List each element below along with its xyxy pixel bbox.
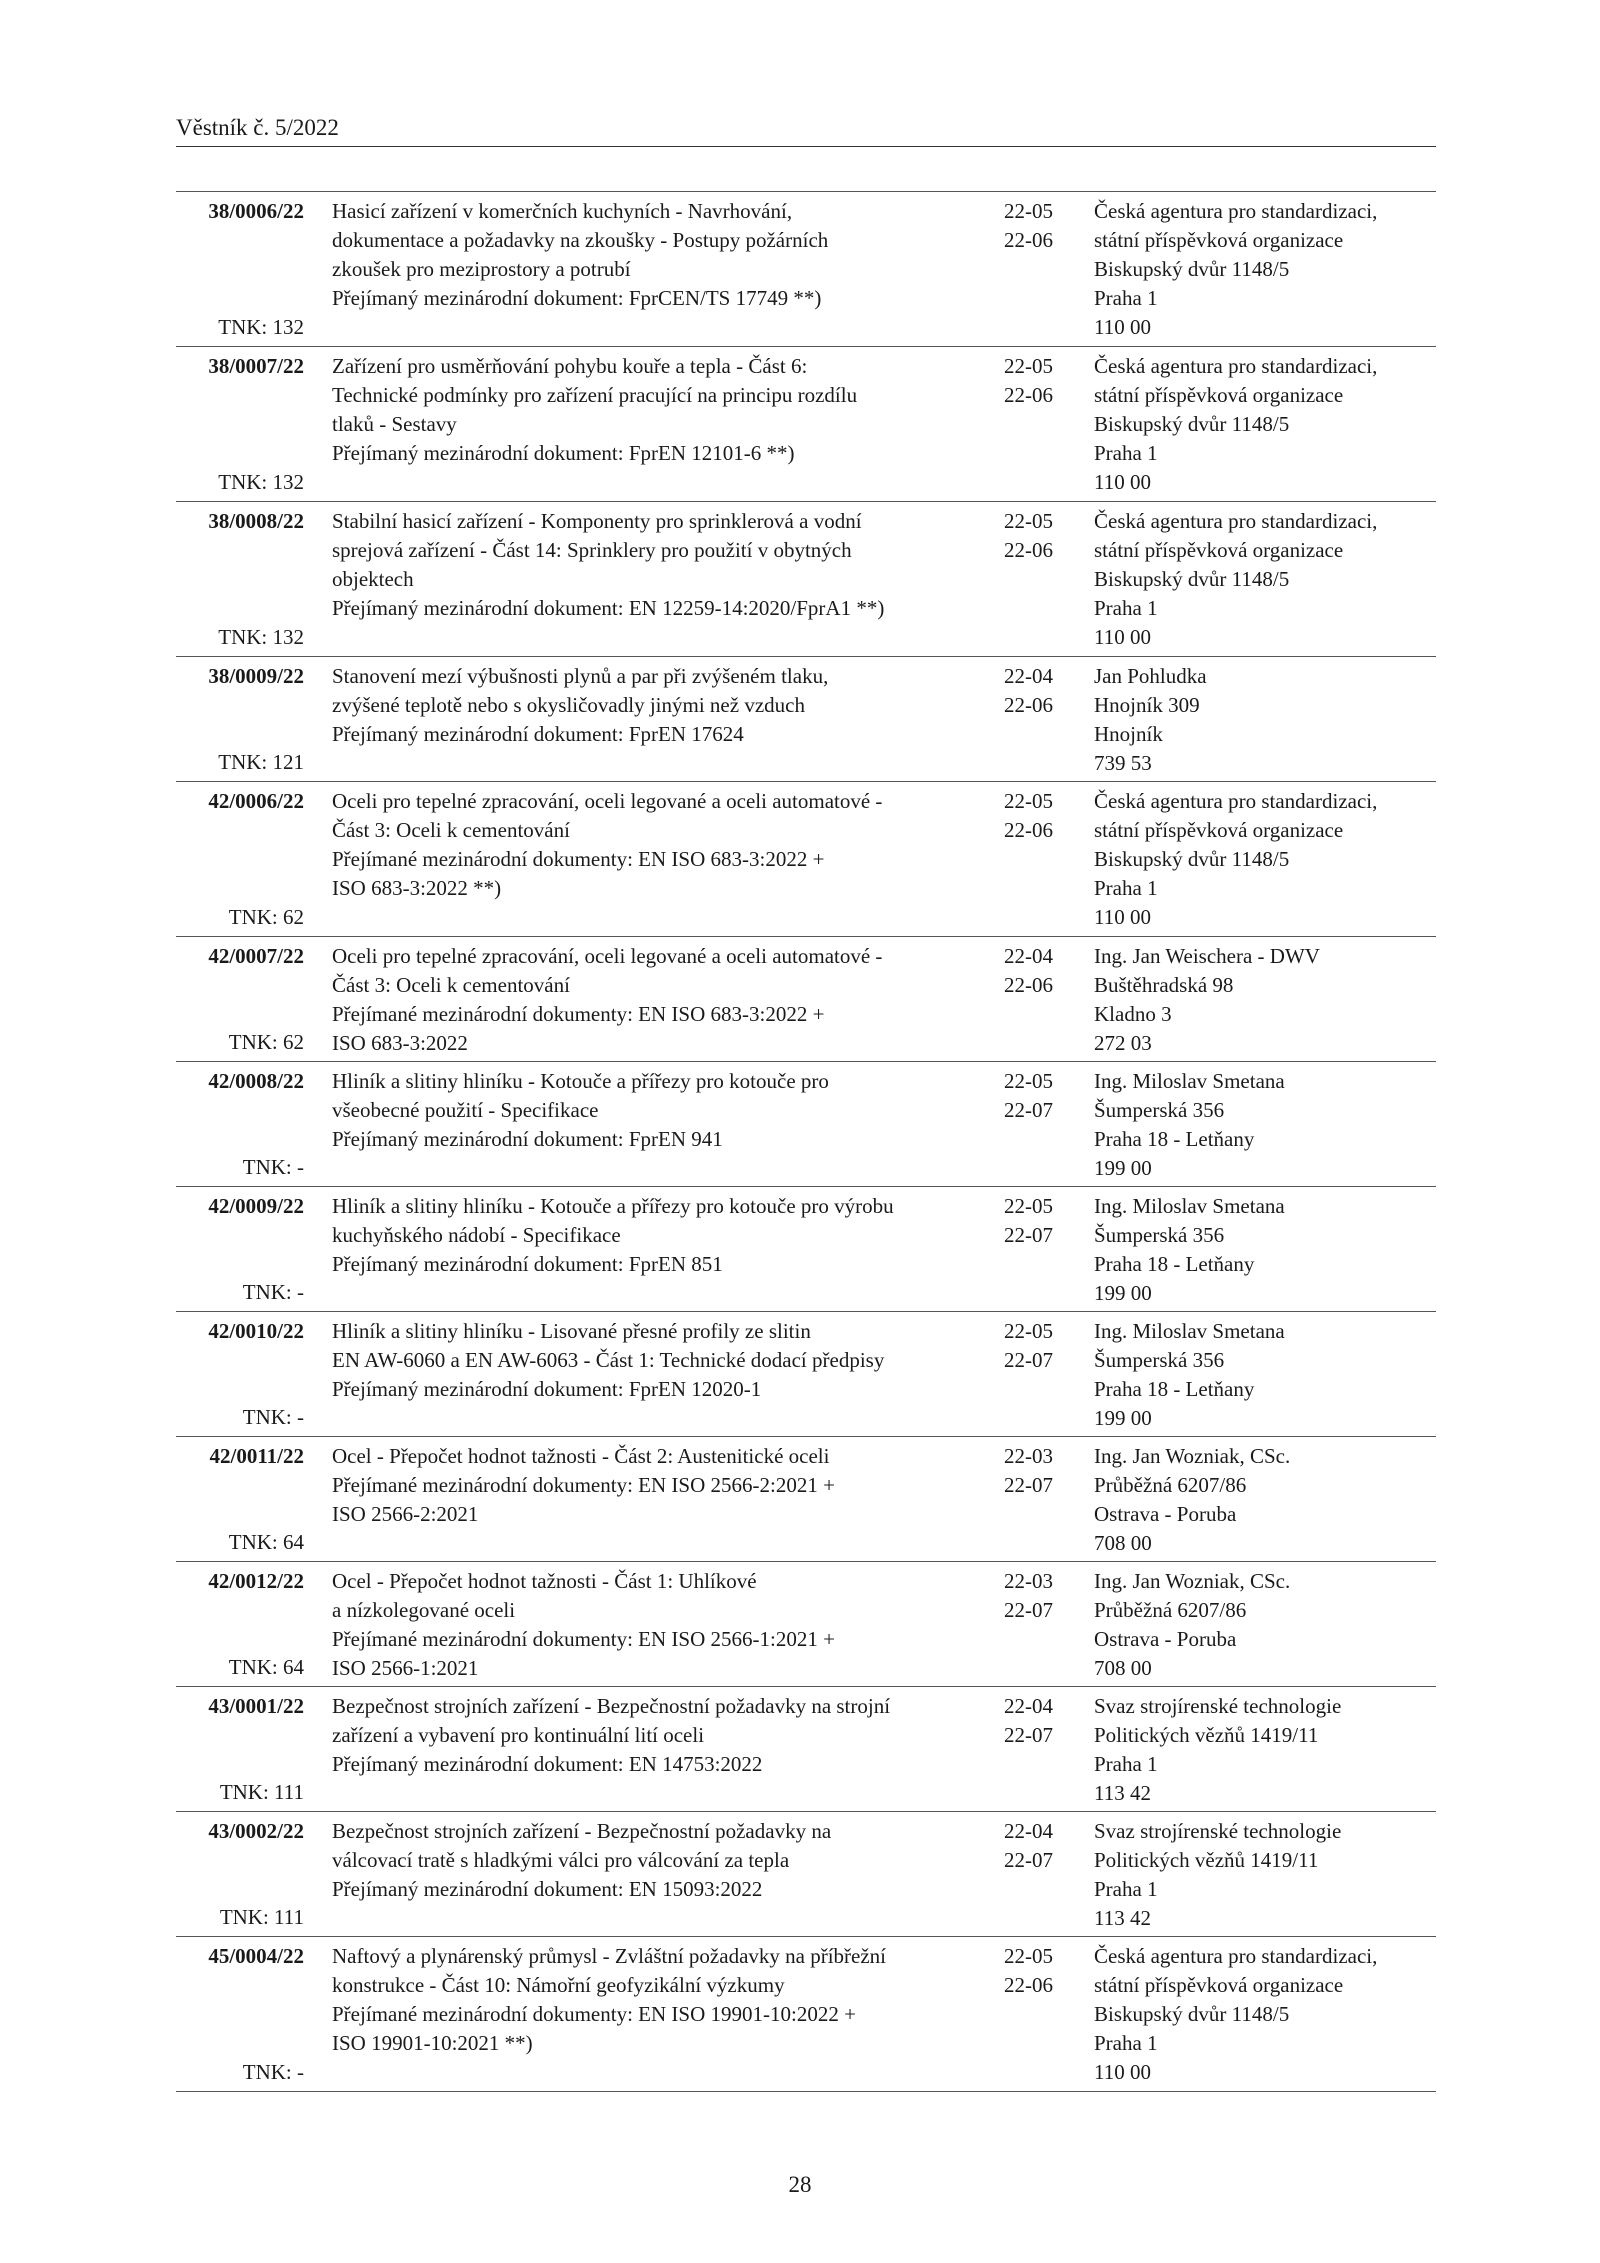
standard-title-line: Přejímaný mezinárodní dokument: FprEN 941 — [332, 1127, 723, 1151]
standard-title-line: ISO 19901-10:2021 **) — [332, 2031, 533, 2055]
deadline-dates-line: 22-05 — [1004, 354, 1053, 378]
standard-title-line: Přejímaný mezinárodní dokument: EN 14753:2022 — [332, 1752, 763, 1776]
processor-address-line: Biskupský dvůr 1148/5 — [1094, 847, 1290, 871]
processor-address-line: Praha 1 — [1094, 441, 1158, 465]
standard-title-line: Naftový a plynárenský průmysl - Zvláštní požadavky na příbřežní — [332, 1944, 887, 1968]
processor-address-line: Česká agentura pro standardizaci, — [1094, 354, 1378, 378]
standard-number: 43/0001/22 — [208, 1694, 304, 1718]
standard-title — [332, 1317, 982, 1404]
processor-address-line: 199 00 — [1094, 1281, 1152, 1305]
deadline-dates-line: 22-06 — [1004, 818, 1053, 842]
processor-address — [1094, 1817, 1436, 1933]
deadline-dates — [1004, 1442, 1074, 1500]
processor-address-line: 708 00 — [1094, 1656, 1152, 1680]
deadline-dates-line: 22-03 — [1004, 1569, 1053, 1593]
processor-address-line: Kladno 3 — [1094, 1002, 1172, 1026]
standard-title-line: Přejímaný mezinárodní dokument: EN 15093:2022 — [332, 1877, 763, 1901]
deadline-dates-line: 22-07 — [1004, 1598, 1053, 1622]
processor-address-line: 113 42 — [1094, 1781, 1151, 1805]
deadline-dates-line: 22-05 — [1004, 789, 1053, 813]
processor-address-line: Česká agentura pro standardizaci, — [1094, 1944, 1378, 1968]
deadline-dates — [1004, 1942, 1074, 2000]
processor-address-line: Šumperská 356 — [1094, 1098, 1225, 1122]
processor-address-line: Praha 1 — [1094, 286, 1158, 310]
table-row — [176, 1062, 1436, 1187]
deadline-dates-line: 22-05 — [1004, 1194, 1053, 1218]
standard-title — [332, 942, 982, 1058]
standard-title — [332, 1942, 982, 2058]
standard-title-line: Bezpečnost strojních zařízení - Bezpečnostní požadavky na — [332, 1819, 832, 1843]
standard-number: 38/0007/22 — [208, 354, 304, 378]
processor-address-line: Biskupský dvůr 1148/5 — [1094, 257, 1290, 281]
processor-address-line: Průběžná 6207/86 — [1094, 1598, 1247, 1622]
deadline-dates-line: 22-04 — [1004, 1694, 1053, 1718]
standard-number: 38/0006/22 — [208, 199, 304, 223]
processor-address-line: Biskupský dvůr 1148/5 — [1094, 2002, 1290, 2026]
standard-title-line: Bezpečnost strojních zařízení - Bezpečnostní požadavky na strojní — [332, 1694, 891, 1718]
standard-title-line: Přejímané mezinárodní dokumenty: EN ISO 683-3:2022 + — [332, 1002, 825, 1026]
standard-title-line: Ocel - Přepočet hodnot tažnosti - Část 2: Austenitické oceli — [332, 1444, 830, 1468]
standard-title-line: Technické podmínky pro zařízení pracující na principu rozdílu — [332, 383, 858, 407]
standard-title-line: EN AW-6060 a EN AW-6063 - Část 1: Technické dodací předpisy — [332, 1348, 885, 1372]
processor-address-line: 110 00 — [1094, 2060, 1151, 2084]
processor-address-line: Průběžná 6207/86 — [1094, 1473, 1247, 1497]
standard-title-line: Stanovení mezí výbušnosti plynů a par při zvýšeném tlaku, — [332, 664, 829, 688]
processor-address-line: Jan Pohludka — [1094, 664, 1207, 688]
standard-number: 43/0002/22 — [208, 1819, 304, 1843]
deadline-dates-line: 22-06 — [1004, 538, 1053, 562]
standard-title-line: Přejímané mezinárodní dokumenty: EN ISO 2566-1:2021 + — [332, 1627, 835, 1651]
standard-title-line: Přejímané mezinárodní dokumenty: EN ISO 683-3:2022 + — [332, 847, 825, 871]
table-row — [176, 192, 1436, 347]
processor-address-line: Svaz strojírenské technologie — [1094, 1694, 1342, 1718]
standard-title — [332, 1192, 982, 1279]
deadline-dates — [1004, 662, 1074, 720]
processor-address — [1094, 1942, 1436, 2087]
standard-title-line: zkoušek pro meziprostory a potrubí — [332, 257, 631, 281]
standard-title-line: Část 3: Oceli k cementování — [332, 818, 570, 842]
standard-title — [332, 1067, 982, 1154]
deadline-dates-line: 22-07 — [1004, 1223, 1053, 1247]
processor-address-line: Ostrava - Poruba — [1094, 1502, 1237, 1526]
processor-address-line: státní příspěvková organizace — [1094, 818, 1344, 842]
processor-address-line: Šumperská 356 — [1094, 1348, 1225, 1372]
deadline-dates-line: 22-06 — [1004, 973, 1053, 997]
processor-address-line: Ing. Jan Weischera - DWV — [1094, 944, 1320, 968]
page-header — [176, 112, 1436, 147]
tnk-code: TNK: - — [242, 1155, 304, 1179]
standard-title-line: Přejímaný mezinárodní dokument: FprEN 12101-6 **) — [332, 441, 795, 465]
deadline-dates-line: 22-07 — [1004, 1723, 1053, 1747]
processor-address-line: Česká agentura pro standardizaci, — [1094, 199, 1378, 223]
processor-address-line: Šumperská 356 — [1094, 1223, 1225, 1247]
standard-title-line: Přejímaný mezinárodní dokument: FprCEN/TS 17749 **) — [332, 286, 822, 310]
deadline-dates — [1004, 197, 1074, 255]
deadline-dates-line: 22-06 — [1004, 693, 1053, 717]
processor-address-line: 199 00 — [1094, 1406, 1152, 1430]
standard-title-line: Přejímaný mezinárodní dokument: FprEN 17624 — [332, 722, 744, 746]
standard-number: 45/0004/22 — [208, 1944, 304, 1968]
standard-title-line: Oceli pro tepelné zpracování, oceli legované a oceli automatové - — [332, 789, 883, 813]
standard-title-line: Hliník a slitiny hliníku - Kotouče a přířezy pro kotouče pro — [332, 1069, 829, 1093]
deadline-dates-line: 22-05 — [1004, 199, 1053, 223]
deadline-dates — [1004, 1067, 1074, 1125]
table-row — [176, 937, 1436, 1062]
standard-title-line: Oceli pro tepelné zpracování, oceli legované a oceli automatové - — [332, 944, 883, 968]
standard-title-line: Přejímaný mezinárodní dokument: FprEN 851 — [332, 1252, 723, 1276]
processor-address-line: Ing. Miloslav Smetana — [1094, 1319, 1285, 1343]
standard-title-line: Přejímané mezinárodní dokumenty: EN ISO 19901-10:2022 + — [332, 2002, 856, 2026]
processor-address-line: Praha 1 — [1094, 876, 1158, 900]
tnk-code: TNK: - — [242, 1405, 304, 1429]
deadline-dates-line: 22-04 — [1004, 1819, 1053, 1843]
standard-title — [332, 1567, 982, 1683]
processor-address-line: Ostrava - Poruba — [1094, 1627, 1237, 1651]
standard-number: 42/0011/22 — [209, 1444, 304, 1468]
deadline-dates — [1004, 1567, 1074, 1625]
deadline-dates — [1004, 787, 1074, 845]
processor-address — [1094, 662, 1436, 778]
standard-title-line: Přejímaný mezinárodní dokument: EN 12259-14:2020/FprA1 **) — [332, 596, 885, 620]
processor-address-line: Ing. Jan Wozniak, CSc. — [1094, 1569, 1291, 1593]
deadline-dates-line: 22-06 — [1004, 1973, 1053, 1997]
standard-title-line: a nízkolegované oceli — [332, 1598, 516, 1622]
standard-title — [332, 1817, 982, 1904]
processor-address — [1094, 1442, 1436, 1558]
standard-title-line: všeobecné použití - Specifikace — [332, 1098, 599, 1122]
standard-title-line: sprejová zařízení - Část 14: Sprinklery pro použití v obytných — [332, 538, 852, 562]
processor-address-line: Praha 18 - Letňany — [1094, 1252, 1255, 1276]
tnk-code: TNK: 132 — [218, 315, 304, 339]
standard-title-line: konstrukce - Část 10: Námořní geofyzikální výzkumy — [332, 1973, 785, 1997]
deadline-dates — [1004, 942, 1074, 1000]
deadline-dates-line: 22-06 — [1004, 383, 1053, 407]
processor-address — [1094, 507, 1436, 652]
standard-number: 42/0012/22 — [208, 1569, 304, 1593]
processor-address-line: státní příspěvková organizace — [1094, 228, 1344, 252]
tnk-code: TNK: 132 — [218, 470, 304, 494]
processor-address-line: státní příspěvková organizace — [1094, 538, 1344, 562]
standard-title-line: ISO 683-3:2022 **) — [332, 876, 502, 900]
processor-address-line: Ing. Jan Wozniak, CSc. — [1094, 1444, 1291, 1468]
processor-address-line: Ing. Miloslav Smetana — [1094, 1069, 1285, 1093]
standard-title-line: Ocel - Přepočet hodnot tažnosti - Část 1: Uhlíkové — [332, 1569, 757, 1593]
processor-address-line: Hnojník 309 — [1094, 693, 1200, 717]
processor-address-line: Praha 1 — [1094, 596, 1158, 620]
standard-title-line: Hasicí zařízení v komerčních kuchyních - Navrhování, — [332, 199, 793, 223]
processor-address-line: Politických vězňů 1419/11 — [1094, 1723, 1319, 1747]
processor-address-line: Česká agentura pro standardizaci, — [1094, 509, 1378, 533]
standard-title-line: tlaků - Sestavy — [332, 412, 457, 436]
standard-title — [332, 197, 982, 313]
deadline-dates — [1004, 352, 1074, 410]
deadline-dates-line: 22-03 — [1004, 1444, 1053, 1468]
table-row — [176, 347, 1436, 502]
table-row — [176, 657, 1436, 782]
processor-address — [1094, 787, 1436, 932]
processor-address-line: Česká agentura pro standardizaci, — [1094, 789, 1378, 813]
processor-address-line: Buštěhradská 98 — [1094, 973, 1234, 997]
standard-number: 42/0006/22 — [208, 789, 304, 813]
deadline-dates-line: 22-05 — [1004, 509, 1053, 533]
deadline-dates-line: 22-04 — [1004, 944, 1053, 968]
tnk-code: TNK: 62 — [228, 905, 304, 929]
standard-title — [332, 662, 982, 749]
processor-address-line: 708 00 — [1094, 1531, 1152, 1555]
standard-title — [332, 352, 982, 468]
tnk-code: TNK: 132 — [218, 625, 304, 649]
standard-number: 42/0009/22 — [208, 1194, 304, 1218]
processor-address — [1094, 197, 1436, 342]
table-row — [176, 1812, 1436, 1937]
deadline-dates-line: 22-06 — [1004, 228, 1053, 252]
standard-title-line: zařízení a vybavení pro kontinuální lití oceli — [332, 1723, 705, 1747]
standard-number: 42/0007/22 — [208, 944, 304, 968]
standard-title — [332, 1442, 982, 1529]
standard-title-line: Hliník a slitiny hliníku - Lisované přesné profily ze slitin — [332, 1319, 811, 1343]
journal-title: Věstník č. 5/2022 — [176, 115, 339, 140]
tnk-code: TNK: 62 — [228, 1030, 304, 1054]
deadline-dates — [1004, 1317, 1074, 1375]
tnk-code: TNK: 121 — [218, 750, 304, 774]
standard-title — [332, 1692, 982, 1779]
standard-title — [332, 787, 982, 903]
processor-address — [1094, 352, 1436, 497]
standard-title-line: zvýšené teplotě nebo s okysličovadly jinými než vzduch — [332, 693, 805, 717]
table-row — [176, 502, 1436, 657]
standard-number: 42/0008/22 — [208, 1069, 304, 1093]
processor-address — [1094, 942, 1436, 1058]
processor-address-line: státní příspěvková organizace — [1094, 383, 1344, 407]
processor-address-line: Biskupský dvůr 1148/5 — [1094, 567, 1290, 591]
processor-address — [1094, 1317, 1436, 1433]
standard-title-line: dokumentace a požadavky na zkoušky - Postupy požárních — [332, 228, 829, 252]
processor-address-line: 739 53 — [1094, 751, 1152, 775]
deadline-dates-line: 22-07 — [1004, 1348, 1053, 1372]
tnk-code: TNK: - — [242, 2060, 304, 2084]
tnk-code: TNK: 111 — [219, 1905, 304, 1929]
table-row — [176, 782, 1436, 937]
tnk-code: TNK: 64 — [228, 1530, 304, 1554]
standard-title-line: objektech — [332, 567, 414, 591]
deadline-dates-line: 22-05 — [1004, 1944, 1053, 1968]
standard-title-line: válcovací tratě s hladkými válci pro válcování za tepla — [332, 1848, 790, 1872]
processor-address-line: Praha 18 - Letňany — [1094, 1127, 1255, 1151]
table-row — [176, 1562, 1436, 1687]
table-row — [176, 1312, 1436, 1437]
processor-address — [1094, 1567, 1436, 1683]
processor-address-line: 113 42 — [1094, 1906, 1151, 1930]
table-row — [176, 1687, 1436, 1812]
deadline-dates-line: 22-05 — [1004, 1069, 1053, 1093]
processor-address-line: Biskupský dvůr 1148/5 — [1094, 412, 1290, 436]
standard-title-line: Přejímané mezinárodní dokumenty: EN ISO 2566-2:2021 + — [332, 1473, 835, 1497]
processor-address-line: 110 00 — [1094, 470, 1151, 494]
tnk-code: TNK: 64 — [228, 1655, 304, 1679]
deadline-dates-line: 22-07 — [1004, 1098, 1053, 1122]
processor-address-line: 110 00 — [1094, 315, 1151, 339]
standard-number: 42/0010/22 — [208, 1319, 304, 1343]
table-row — [176, 1437, 1436, 1562]
deadline-dates — [1004, 507, 1074, 565]
processor-address-line: Praha 1 — [1094, 1877, 1158, 1901]
standard-title-line: ISO 2566-2:2021 — [332, 1502, 479, 1526]
deadline-dates-line: 22-05 — [1004, 1319, 1053, 1343]
processor-address-line: Ing. Miloslav Smetana — [1094, 1194, 1285, 1218]
processor-address — [1094, 1192, 1436, 1308]
processor-address — [1094, 1692, 1436, 1808]
deadline-dates-line: 22-07 — [1004, 1848, 1053, 1872]
processor-address-line: 110 00 — [1094, 905, 1151, 929]
standard-title-line: Přejímaný mezinárodní dokument: FprEN 12020-1 — [332, 1377, 762, 1401]
processor-address-line: Praha 18 - Letňany — [1094, 1377, 1255, 1401]
deadline-dates-line: 22-07 — [1004, 1473, 1053, 1497]
processor-address-line: Praha 1 — [1094, 2031, 1158, 2055]
standard-number: 38/0008/22 — [208, 509, 304, 533]
standard-title-line: Stabilní hasicí zařízení - Komponenty pro sprinklerová a vodní — [332, 509, 862, 533]
standard-title-line: Hliník a slitiny hliníku - Kotouče a přířezy pro kotouče pro výrobu — [332, 1194, 894, 1218]
standard-title-line: ISO 683-3:2022 — [332, 1031, 468, 1055]
processor-address-line: Praha 1 — [1094, 1752, 1158, 1776]
processor-address-line: 199 00 — [1094, 1156, 1152, 1180]
deadline-dates — [1004, 1192, 1074, 1250]
processor-address-line: Svaz strojírenské technologie — [1094, 1819, 1342, 1843]
page-number: 28 — [788, 2172, 812, 2197]
standard-title-line: ISO 2566-1:2021 — [332, 1656, 479, 1680]
table-row — [176, 1187, 1436, 1312]
processor-address-line: 272 03 — [1094, 1031, 1152, 1055]
deadline-dates — [1004, 1817, 1074, 1875]
processor-address-line: státní příspěvková organizace — [1094, 1973, 1344, 1997]
tnk-code: TNK: 111 — [219, 1780, 304, 1804]
processor-address-line: 110 00 — [1094, 625, 1151, 649]
standard-title-line: Část 3: Oceli k cementování — [332, 973, 570, 997]
standard-title-line: kuchyňského nádobí - Specifikace — [332, 1223, 621, 1247]
processor-address-line: Hnojník — [1094, 722, 1163, 746]
tnk-code: TNK: - — [242, 1280, 304, 1304]
standard-number: 38/0009/22 — [208, 664, 304, 688]
processor-address-line: Politických vězňů 1419/11 — [1094, 1848, 1319, 1872]
standards-table — [176, 191, 1436, 2092]
deadline-dates — [1004, 1692, 1074, 1750]
processor-address — [1094, 1067, 1436, 1183]
table-row — [176, 1937, 1436, 2092]
standard-title — [332, 507, 982, 623]
deadline-dates-line: 22-04 — [1004, 664, 1053, 688]
standard-title-line: Zařízení pro usměrňování pohybu kouře a tepla - Část 6: — [332, 354, 808, 378]
